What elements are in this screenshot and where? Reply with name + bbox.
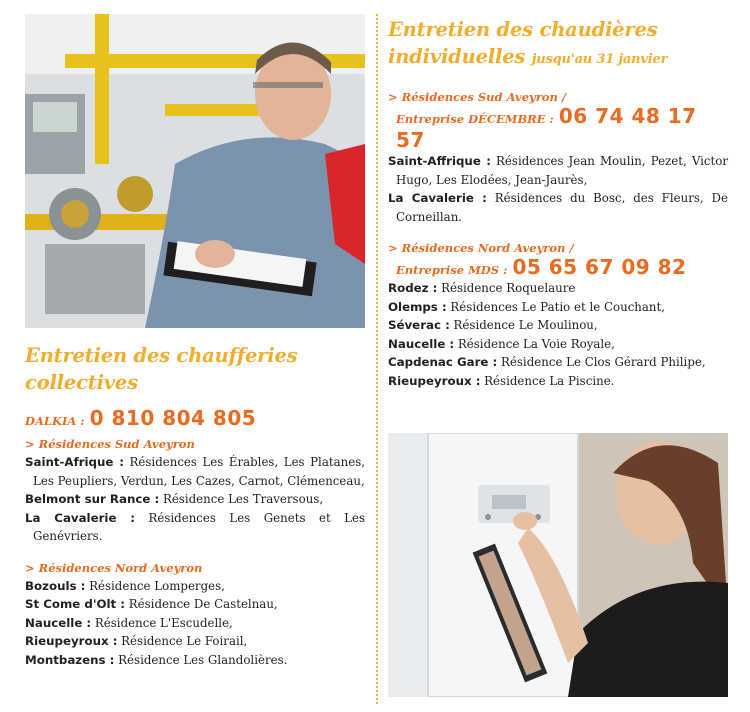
south-residences-list	[388, 152, 728, 226]
south-heading: > Résidences Sud Aveyron /	[388, 90, 567, 104]
decembre-phone: 06 74 48 17 57	[396, 104, 697, 152]
collective-boilers-title: Entretien des chaufferies collectives	[25, 344, 298, 394]
list-item: La Cavalerie : Résidences Les Genets et Les Genévriers.	[25, 510, 366, 543]
deadline-note: jusqu'au 31 janvier	[531, 52, 668, 67]
south-residences-list	[25, 453, 365, 546]
list-item: Naucelle : Résidence L'Escudelle,	[25, 615, 233, 630]
dalkia-phone: 0 810 804 805	[89, 406, 257, 430]
company-name: DALKIA :	[25, 414, 85, 428]
north-residences-list	[388, 279, 728, 390]
list-item: Bozouls : Résidence Lomperges,	[25, 578, 225, 593]
list-item: La Cavalerie : Résidences du Bosc, des Fleurs, De Corneillan.	[388, 191, 728, 224]
list-item: Rieupeyroux : Résidence Le Foirail,	[25, 634, 248, 648]
list-item: St Come d'Olt : Résidence De Castelnau,	[25, 597, 278, 611]
list-item: Saint-Affrique : Résidences Jean Moulin, Pezet, Victor Hugo, Les Elodées, Jean-Jaurès,	[388, 154, 728, 187]
list-item: Rodez : Résidence Roquelaure	[388, 281, 576, 295]
mds-contact	[388, 255, 728, 279]
list-item: Montbazens : Résidence Les Glandolières.	[25, 652, 288, 667]
list-item: Naucelle : Résidence La Voie Royale,	[388, 336, 615, 351]
north-residences-list	[25, 577, 365, 670]
technician-boiler-photo	[25, 14, 365, 328]
company-name: Entreprise MDS :	[396, 263, 508, 277]
list-item: Rieupeyroux : Résidence La Piscine.	[388, 373, 615, 388]
list-item: Olemps : Résidences Le Patio et le Couchant,	[388, 299, 666, 314]
list-item: Séverac : Résidence Le Moulinou,	[388, 318, 598, 332]
north-heading: > Résidences Nord Aveyron /	[388, 241, 574, 255]
list-item: Capdenac Gare : Résidence Le Clos Gérard Philipe,	[388, 355, 706, 369]
individual-boilers-title: Entretien des chaudières individuelles jusqu'au 31 janvier	[388, 18, 668, 68]
mds-phone: 05 65 67 09 82	[512, 255, 687, 279]
list-item: Saint-Afrique : Résidences Les Érables, Les Platanes, Les Peupliers, Verdun, Les Cazes, Carnot, Clémenceau,	[25, 455, 366, 488]
dalkia-contact	[25, 406, 365, 430]
woman-boiler-photo	[388, 433, 728, 697]
list-item: Belmont sur Rance : Résidence Les Traversous,	[25, 492, 324, 506]
company-name: Entreprise DÉCEMBRE :	[396, 112, 554, 126]
column-divider	[376, 14, 378, 704]
south-heading: > Résidences Sud Aveyron	[25, 437, 195, 451]
decembre-contact	[388, 104, 728, 152]
north-heading: > Résidences Nord Aveyron	[25, 560, 203, 575]
